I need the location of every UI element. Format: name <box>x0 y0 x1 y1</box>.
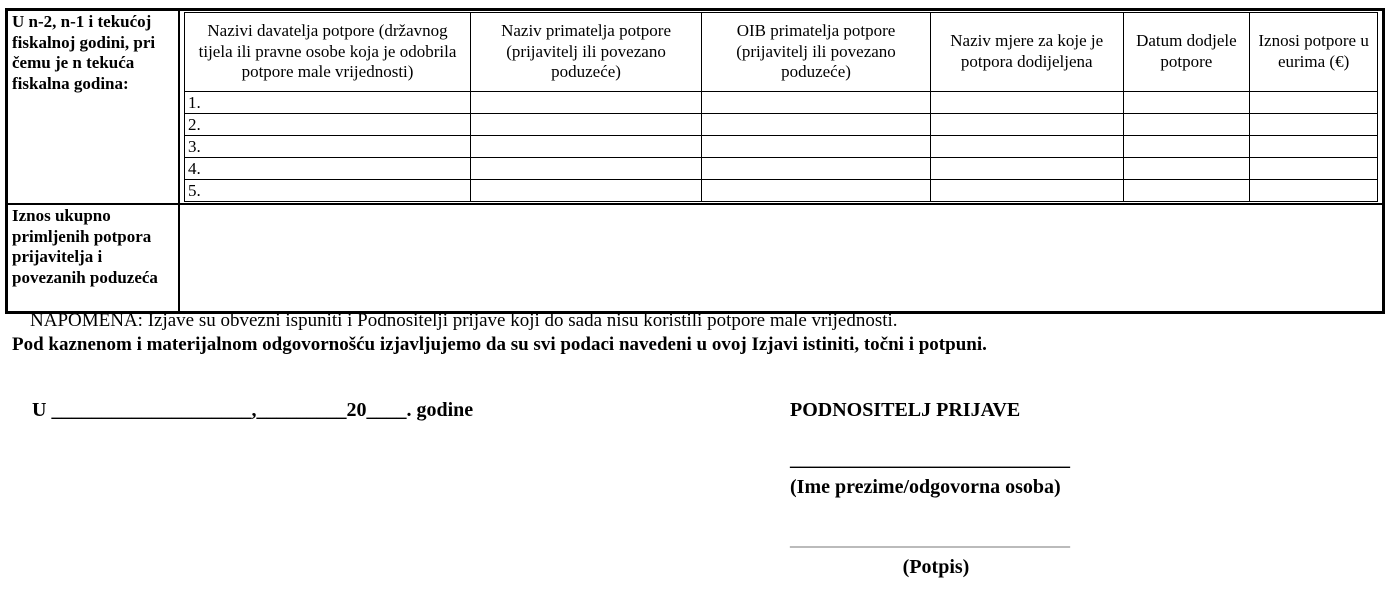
aid-table-row <box>185 158 1378 180</box>
total-aid-value-cell[interactable] <box>179 204 1383 312</box>
recipient-name-cell[interactable] <box>702 158 931 180</box>
signature-line-name: ____________________________ <box>790 448 1070 470</box>
recipient-name-cell[interactable] <box>702 180 931 202</box>
grantor-cell[interactable] <box>471 114 702 136</box>
aid-table-row <box>185 114 1378 136</box>
grantor-cell[interactable] <box>471 158 702 180</box>
napomena-note: NAPOMENA: Izjave su obvezni ispuniti i Podnositelji prijave koji do sada nisu koristili potpore male vrijednosti. <box>30 310 898 331</box>
grantor-cell[interactable] <box>471 92 702 114</box>
aid-table-row <box>185 180 1378 202</box>
aid-table-header-row <box>185 13 1378 92</box>
recipient-name-cell[interactable] <box>702 92 931 114</box>
table-row <box>7 10 1383 204</box>
column-header-recipient-oib: OIB primatelja potpore (prijavitelj ili povezano poduzeće) <box>702 13 931 92</box>
signature-name-label: (Ime prezime/odgovorna osoba) <box>790 476 1061 498</box>
liability-declaration: Pod kaznenom i materijalnom odgovornošću izjavljujemo da su svi podaci navedeni u ovoj Izjavi istiniti, točni i potpuni. <box>12 334 987 355</box>
grant-date-cell[interactable] <box>1123 180 1250 202</box>
aid-table-row <box>185 92 1378 114</box>
amount-cell[interactable] <box>1250 180 1378 202</box>
signature-potpis-label: (Potpis) <box>902 556 970 578</box>
aid-table-row <box>185 136 1378 158</box>
column-header-grant-date: Datum dodjele potpore <box>1123 13 1250 92</box>
applicant-title: PODNOSITELJ PRIJAVE <box>790 399 1021 421</box>
fiscal-period-label: U n-2, n-1 i tekućoj fiskalnoj godini, pri čemu je n tekuća fiskalna godina: <box>7 10 179 204</box>
measure-name-cell[interactable] <box>930 158 1123 180</box>
signature-line-potpis: ____________________________ <box>790 528 1070 550</box>
recipient-name-cell[interactable] <box>702 136 931 158</box>
column-header-recipient-name: Naziv primatelja potpore (prijavitelj ili povezano poduzeće) <box>471 13 702 92</box>
row-number-cell[interactable]: 3. <box>185 136 471 158</box>
measure-name-cell[interactable] <box>930 136 1123 158</box>
measure-name-cell[interactable] <box>930 114 1123 136</box>
table-row <box>7 204 1383 312</box>
row-number-cell[interactable]: 2. <box>185 114 471 136</box>
aid-table-host-cell <box>179 10 1383 204</box>
measure-name-cell[interactable] <box>930 180 1123 202</box>
column-header-grantor: Nazivi davatelja potpore (državnog tijela ili pravne osobe koja je odobrila potpore male vrijednosti) <box>185 13 471 92</box>
amount-cell[interactable] <box>1250 114 1378 136</box>
recipient-name-cell[interactable] <box>702 114 931 136</box>
amount-cell[interactable] <box>1250 136 1378 158</box>
aid-table <box>184 12 1378 202</box>
column-header-measure-name: Naziv mjere za koje je potpora dodijeljena <box>930 13 1123 92</box>
measure-name-cell[interactable] <box>930 92 1123 114</box>
grant-date-cell[interactable] <box>1123 136 1250 158</box>
total-aid-label: Iznos ukupno primljenih potpora prijavitelja i povezanih poduzeća <box>7 204 179 312</box>
grant-date-cell[interactable] <box>1123 158 1250 180</box>
place-date-line: U ____________________,_________20____. godine <box>32 399 474 421</box>
row-number-cell[interactable]: 5. <box>185 180 471 202</box>
declaration-table <box>5 8 1385 314</box>
row-number-cell[interactable]: 1. <box>185 92 471 114</box>
grant-date-cell[interactable] <box>1123 92 1250 114</box>
column-header-amount-eur: Iznosi potpore u eurima (€) <box>1250 13 1378 92</box>
amount-cell[interactable] <box>1250 158 1378 180</box>
row-number-cell[interactable]: 4. <box>185 158 471 180</box>
grant-date-cell[interactable] <box>1123 114 1250 136</box>
grantor-cell[interactable] <box>471 180 702 202</box>
grantor-cell[interactable] <box>471 136 702 158</box>
amount-cell[interactable] <box>1250 92 1378 114</box>
